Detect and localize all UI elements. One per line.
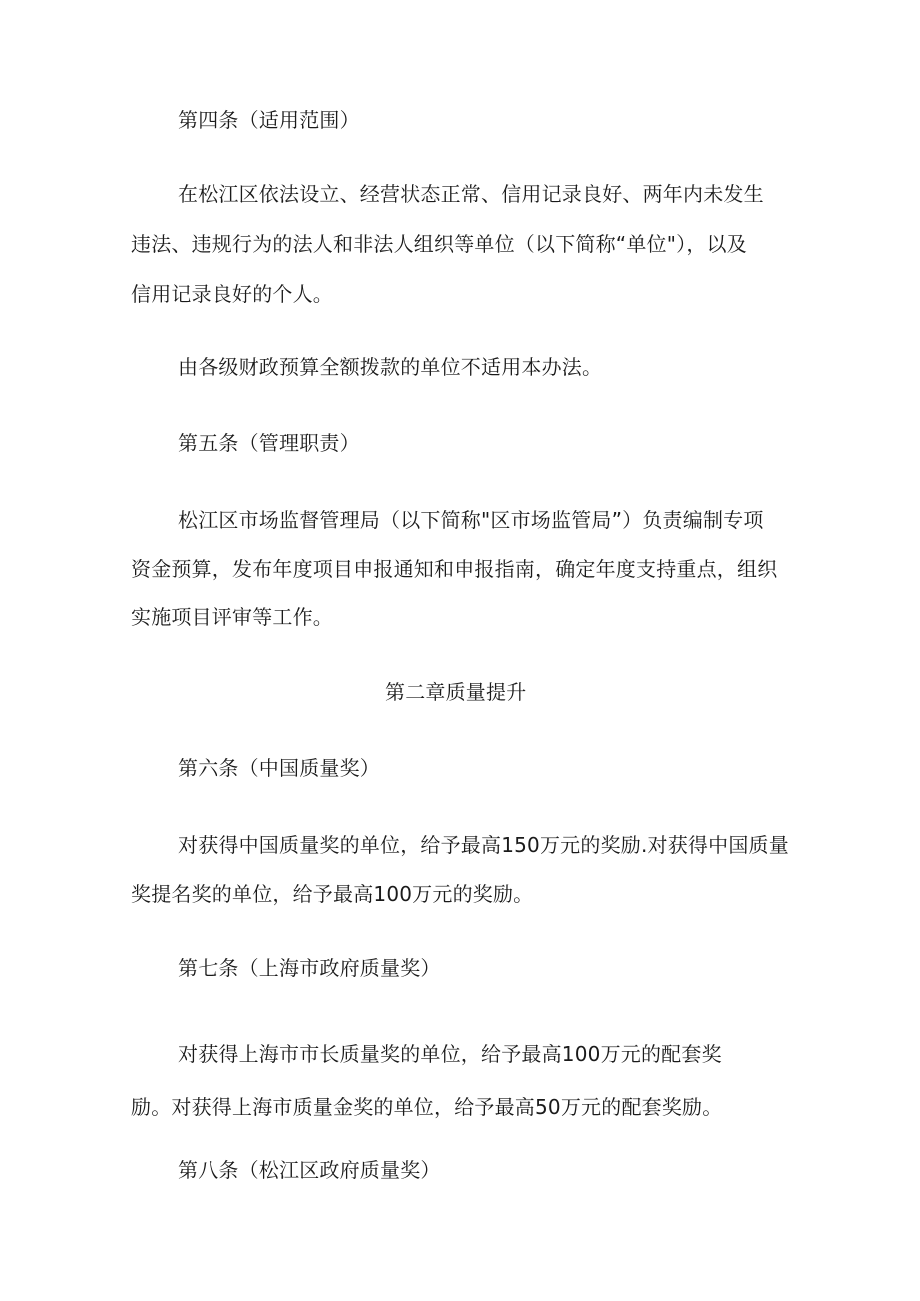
article-5-paragraph-line-2: 资金预算，发布年度项目申报通知和申报指南，确定年度支持重点，组织 [131, 557, 778, 581]
article-5-heading: 第五条（管理职责） [178, 431, 360, 455]
article-7-heading: 第七条（上海市政府质量奖） [178, 956, 441, 980]
article-5-paragraph-line-3: 实施项目评审等工作。 [131, 605, 333, 629]
article-7-paragraph-line-1: 对获得上海市市长质量奖的单位，给予最高100万元的配套奖 [178, 1042, 722, 1066]
article-4-paragraph-line-1: 在松江区依法设立、经营状态正常、信用记录良好、两年内未发生 [178, 182, 764, 206]
article-6-paragraph-line-2: 奖提名奖的单位，给予最高100万元的奖励。 [131, 882, 534, 906]
article-4-paragraph-line-3: 信用记录良好的个人。 [131, 282, 333, 306]
article-7-paragraph-line-2: 励。对获得上海市质量金奖的单位，给予最高50万元的配套奖励。 [131, 1095, 723, 1119]
article-4-paragraph-line-2: 违法、违规行为的法人和非法人组织等单位（以下简称“单位"），以及 [131, 232, 747, 256]
article-6-heading: 第六条（中国质量奖） [178, 756, 380, 780]
article-8-heading: 第八条（松江区政府质量奖） [178, 1158, 441, 1182]
article-4-heading: 第四条（适用范围） [178, 108, 360, 132]
article-6-paragraph-line-1: 对获得中国质量奖的单位，给予最高150万元的奖励.对获得中国质量 [178, 833, 789, 857]
chapter-title: 第二章质量提升 [385, 680, 527, 704]
article-4-exclusion-paragraph: 由各级财政预算全额拨款的单位不适用本办法。 [178, 355, 603, 379]
article-5-paragraph-line-1: 松江区市场监督管理局（以下简称"区市场监管局”）负责编制专项 [178, 508, 764, 532]
